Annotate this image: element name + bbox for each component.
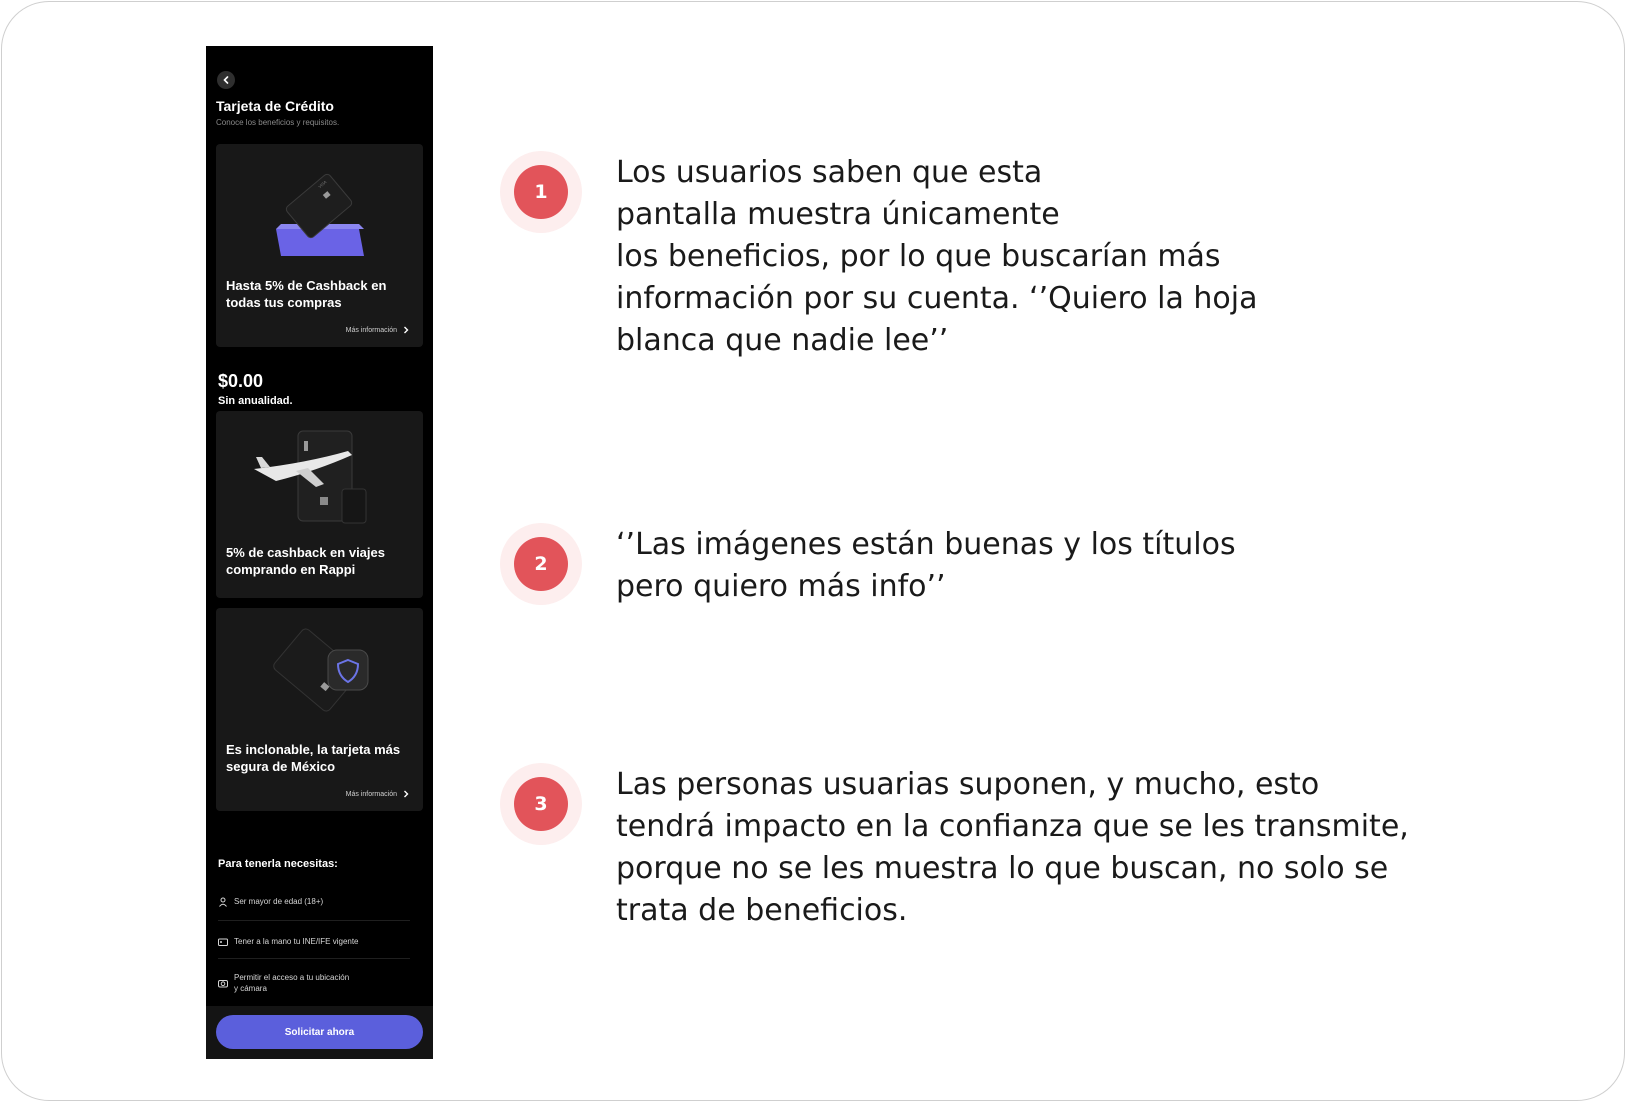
note-number: 1 — [514, 165, 568, 219]
note-text-3: Las personas usuarias suponen, y mucho, esto tendrá impacto en la confianza que se les transmite, porque no se les muestra lo que buscan, no solo se trata de beneficios. — [616, 767, 1409, 928]
note-number: 3 — [514, 777, 568, 831]
requirement-item-location-camera — [218, 972, 410, 994]
benefit-card-travel[interactable] — [216, 411, 423, 598]
user-icon — [218, 897, 228, 907]
note-badge-1 — [500, 151, 582, 233]
annual-fee-price: $0.00 — [218, 371, 264, 391]
page-subtitle: Conoce los beneficios y requisitos. — [216, 118, 340, 127]
note-text-2: ‘’Las imágenes están buenas y los títulos pero quiero más info’’ — [616, 527, 1236, 604]
divider — [218, 920, 410, 921]
chevron-right-icon — [403, 326, 409, 334]
chevron-left-icon — [222, 76, 230, 84]
more-info-label: Más información — [345, 790, 397, 798]
more-info-link[interactable] — [346, 326, 409, 334]
requirement-item-id — [218, 936, 410, 947]
airplane-and-card-illustration — [216, 411, 423, 541]
chevron-right-icon — [403, 790, 409, 798]
card-title: Hasta 5% de Cashback en todas tus compras — [226, 278, 387, 310]
requirements-title: Para tenerla necesitas: — [218, 858, 338, 870]
requirement-label: Permitir el acceso a tu ubicación y cámara — [234, 973, 350, 993]
annual-fee-note: Sin anualidad. — [218, 395, 293, 407]
phone-screen — [206, 46, 433, 1059]
card-title: Es inclonable, la tarjeta más segura de México — [226, 742, 401, 774]
svg-text:VISA: VISA — [317, 179, 328, 190]
more-info-label: Más información — [345, 326, 397, 334]
more-info-link[interactable] — [346, 790, 409, 798]
note-text-1: Los usuarios saben que esta pantalla muestra únicamente los beneficios, por lo que buscarían más información por su cuenta. ‘’Quiero la hoja blanca que nadie lee’’ — [616, 155, 1258, 358]
requirement-label: Ser mayor de edad (18+) — [234, 897, 324, 906]
divider — [218, 958, 410, 959]
page-title: Tarjeta de Crédito — [216, 98, 334, 114]
note-number: 2 — [514, 537, 568, 591]
requirement-label: Tener a la mano tu INE/IFE vigente — [234, 937, 359, 946]
benefit-card-security[interactable] — [216, 608, 423, 811]
requirement-item-age — [218, 896, 410, 907]
note-badge-3 — [500, 763, 582, 845]
apply-now-button[interactable]: Solicitar ahora — [216, 1015, 423, 1049]
camera-icon — [218, 978, 228, 988]
back-button[interactable] — [217, 71, 235, 89]
note-badge-2 — [500, 523, 582, 605]
card-on-pedestal-illustration — [216, 144, 423, 274]
secure-card-illustration — [216, 608, 423, 738]
card-title: 5% de cashback en viajes comprando en Rappi — [226, 545, 385, 577]
benefit-card-cashback[interactable] — [216, 144, 423, 347]
id-card-icon — [218, 937, 228, 947]
